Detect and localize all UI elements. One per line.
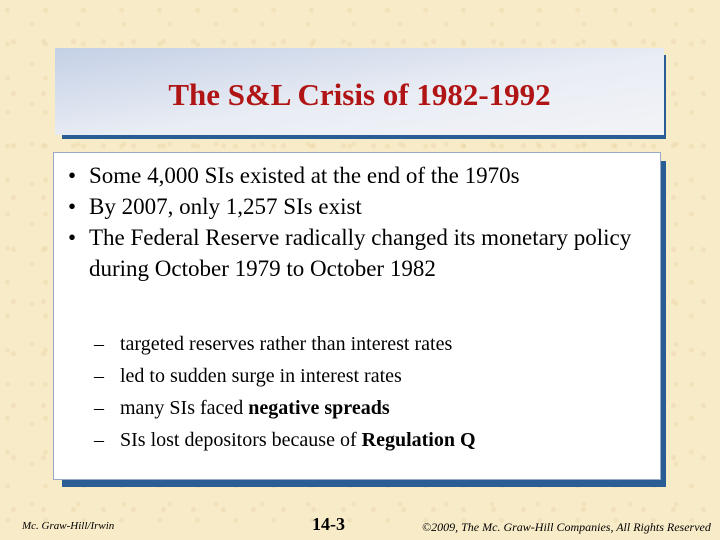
bullet-text: By 2007, only 1,257 SIs exist	[89, 194, 362, 219]
bullet-text: Some 4,000 SIs existed at the end of the 1970s	[89, 163, 520, 188]
footer-publisher: Mc. Graw-Hill/Irwin	[22, 520, 115, 532]
sub-bullet-text: many SIs faced	[120, 397, 249, 419]
sub-bullet-item	[94, 328, 642, 360]
sub-bullet-text: SIs lost depositors because of	[120, 429, 362, 451]
dash-icon: –	[94, 429, 104, 451]
bullet-icon: •	[68, 194, 77, 219]
sub-bullet-item	[94, 424, 642, 456]
sub-bullet-item	[94, 360, 642, 392]
sub-bullet-emphasis: negative spreads	[248, 397, 390, 419]
sub-bullet-list	[94, 328, 642, 456]
sub-bullet-text: led to sudden surge in interest rates	[120, 365, 402, 387]
dash-icon: –	[94, 333, 104, 355]
bullet-list	[70, 160, 660, 284]
bullet-item	[70, 222, 660, 284]
dash-icon: –	[94, 365, 104, 387]
bullet-icon: •	[68, 163, 77, 188]
sub-bullet-item	[94, 392, 642, 424]
bullet-text: The Federal Reserve radically changed its monetary policy during October 1979 to October 1982	[89, 225, 632, 281]
sub-bullet-text: targeted reserves rather than interest rates	[120, 333, 453, 355]
sub-bullet-emphasis: Regulation Q	[361, 429, 476, 451]
dash-icon: –	[94, 397, 104, 419]
bullet-icon: •	[68, 225, 77, 250]
footer-copyright: ©2009, The Mc. Graw-Hill Companies, All Rights Reserved	[422, 520, 711, 534]
bullet-item	[70, 191, 660, 222]
slide-title: The S&L Crisis of 1982-1992	[168, 76, 551, 112]
bullet-item	[70, 160, 660, 191]
footer-slide-number: 14-3	[312, 514, 345, 534]
